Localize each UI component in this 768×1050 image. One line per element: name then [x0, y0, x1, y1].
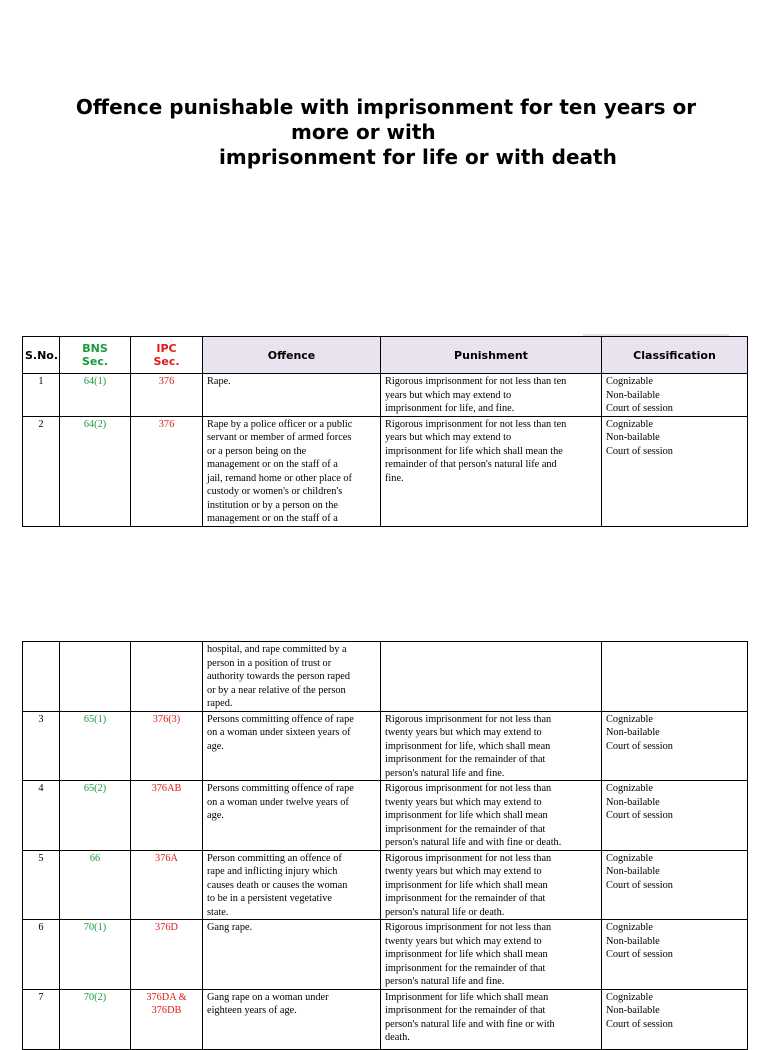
cell-offence-text: eighteen years of age. — [207, 1005, 297, 1016]
table-row — [23, 642, 748, 712]
cell-offence-text: Person committing an offence of — [207, 852, 342, 864]
table-row — [23, 374, 748, 417]
cell-offence-text: management or on the staff of a — [207, 513, 338, 524]
table-row — [23, 850, 748, 920]
cell-classification-text: Cognizable — [606, 376, 653, 387]
cell-punishment — [381, 374, 602, 417]
cell-sno-text: 1 — [38, 376, 44, 387]
cell-classification — [602, 642, 748, 712]
cell-punishment-text: fine. — [385, 472, 404, 484]
cell-sno — [23, 642, 60, 712]
cell-classification — [602, 374, 748, 417]
cell-classification — [602, 989, 748, 1049]
cell-punishment — [381, 920, 602, 990]
cell-bns-sec — [60, 920, 131, 990]
cell-bns-sec-text: 65(2) — [83, 783, 107, 794]
title-line-2: more or with — [291, 120, 436, 144]
offence-table-part-1 — [22, 336, 748, 527]
cell-offence-text: institution or by a person on the — [207, 499, 338, 511]
title-line-3: imprisonment for life or with death — [219, 145, 617, 169]
cell-classification — [602, 850, 748, 920]
cell-ipc-sec — [131, 920, 203, 990]
cell-classification-text: Non-bailable — [606, 796, 660, 808]
cell-ipc-sec-text: 376DA & — [146, 991, 187, 1003]
cell-ipc-sec-text: 376 — [158, 376, 175, 387]
cell-sno — [23, 374, 60, 417]
cell-offence-text: causes death or causes the woman — [207, 879, 348, 891]
cell-classification-text: Non-bailable — [606, 866, 660, 877]
cell-punishment-text: person's natural life and with fine or with — [385, 1018, 555, 1030]
cell-offence-text: or by a near relative of the person — [207, 684, 346, 696]
cell-offence-text: rape and inflicting injury which — [207, 866, 338, 877]
cell-classification-text: Non-bailable — [606, 389, 660, 401]
cell-offence-text: to be in a persistent vegetative — [207, 893, 332, 904]
cell-punishment-text: imprisonment for life which shall mean — [385, 949, 548, 960]
cell-classification-text: Court of session — [606, 740, 673, 752]
cell-sno — [23, 781, 60, 851]
cell-offence-text: Rape. — [207, 376, 231, 387]
cell-offence — [203, 920, 381, 990]
cell-punishment-text: person's natural life and fine. — [385, 976, 505, 987]
cell-punishment-text: imprisonment for life, which shall mean — [385, 740, 551, 752]
cell-ipc-sec-text: 376AB — [151, 783, 182, 794]
cell-offence-text: age. — [207, 740, 224, 752]
header-offence: Offence — [203, 337, 381, 374]
cell-classification — [602, 781, 748, 851]
cell-sno-text: 5 — [38, 852, 44, 864]
cell-sno — [23, 989, 60, 1049]
cell-sno — [23, 711, 60, 781]
cell-punishment-text: twenty years but which may extend to — [385, 796, 542, 808]
cell-classification-text: Court of session — [606, 445, 673, 457]
cell-offence — [203, 374, 381, 417]
cell-sno — [23, 416, 60, 526]
cell-punishment-text: imprisonment for the remainder of that — [385, 893, 546, 904]
cell-punishment-text: Rigorous imprisonment for not less than ten — [385, 418, 567, 430]
header-classification: Classification — [602, 337, 748, 374]
header-sno: S.No. — [23, 337, 60, 374]
table-row — [23, 920, 748, 990]
table-row — [23, 416, 748, 526]
cell-ipc-sec — [131, 374, 203, 417]
cell-ipc-sec-text: 376 — [158, 418, 175, 430]
cell-offence-text: on a woman under sixteen years of — [207, 727, 351, 738]
cell-punishment — [381, 711, 602, 781]
cell-classification-text: Cognizable — [606, 991, 653, 1003]
cell-punishment — [381, 850, 602, 920]
cell-sno — [23, 850, 60, 920]
cell-bns-sec — [60, 850, 131, 920]
cell-offence-text: servant or member of armed forces — [207, 432, 352, 443]
cell-punishment — [381, 642, 602, 712]
cell-ipc-sec — [131, 850, 203, 920]
offence-table-part-2 — [22, 641, 748, 1050]
cell-classification-text: Non-bailable — [606, 432, 660, 443]
table-row — [23, 989, 748, 1049]
cell-punishment — [381, 416, 602, 526]
header-bns-sec: BNS Sec. — [60, 337, 131, 374]
cell-punishment-text: imprisonment for life which shall mean the — [385, 445, 563, 457]
cell-punishment-text: person's natural life and with fine or death. — [385, 837, 562, 848]
cell-offence-text: hospital, and rape committed by a — [207, 644, 347, 655]
cell-ipc-sec — [131, 711, 203, 781]
cell-offence-text: Gang rape. — [207, 922, 253, 933]
cell-offence-text: jail, remand home or other place of — [207, 472, 352, 484]
cell-punishment-text: imprisonment for the remainder of that — [385, 962, 546, 974]
cell-offence-text: or a person being on the — [207, 445, 307, 457]
cell-sno-text: 4 — [38, 783, 44, 794]
cell-offence — [203, 989, 381, 1049]
cell-ipc-sec-text: 376A — [155, 852, 178, 864]
cell-bns-sec — [60, 374, 131, 417]
cell-bns-sec — [60, 416, 131, 526]
cell-classification-text: Cognizable — [606, 922, 653, 933]
cell-punishment-text: twenty years but which may extend to — [385, 935, 542, 947]
cell-bns-sec-text: 70(2) — [83, 991, 107, 1003]
cell-classification-text: Court of session — [606, 879, 673, 891]
cell-classification-text: Court of session — [606, 403, 673, 414]
cell-punishment-text: person's natural life and fine. — [385, 767, 505, 779]
table-row — [23, 711, 748, 781]
cell-offence-text: Rape by a police officer or a public — [207, 418, 353, 430]
cell-sno-text: 2 — [38, 418, 44, 430]
cell-bns-sec-text: 64(1) — [83, 376, 107, 387]
cell-punishment-text: Rigorous imprisonment for not less than — [385, 852, 552, 864]
title-line-1: Offence punishable with imprisonment for ten years or — [75, 95, 697, 119]
cell-punishment-text: Rigorous imprisonment for not less than — [385, 783, 552, 794]
cell-ipc-sec — [131, 781, 203, 851]
cell-offence-text: age. — [207, 810, 224, 821]
cell-punishment-text: imprisonment for life which shall mean — [385, 879, 548, 891]
cell-punishment-text: Rigorous imprisonment for not less than — [385, 922, 552, 933]
cell-offence-text: person in a position of trust or — [207, 657, 332, 669]
table-row — [23, 781, 748, 851]
cell-sno-text: 6 — [38, 922, 44, 933]
cell-ipc-sec-text: 376(3) — [152, 713, 181, 725]
cell-classification-text: Court of session — [606, 949, 673, 960]
cell-punishment-text: death. — [385, 1032, 410, 1043]
cell-punishment — [381, 989, 602, 1049]
cell-ipc-sec-text: 376DB — [151, 1005, 182, 1016]
cell-classification-text: Cognizable — [606, 852, 653, 864]
cell-classification-text: Cognizable — [606, 713, 653, 725]
cell-classification-text: Court of session — [606, 1018, 673, 1030]
cell-punishment — [381, 781, 602, 851]
cell-punishment-text: imprisonment for the remainder of that — [385, 1005, 546, 1016]
cell-classification — [602, 416, 748, 526]
cell-bns-sec — [60, 711, 131, 781]
cell-ipc-sec — [131, 642, 203, 712]
cell-ipc-sec — [131, 416, 203, 526]
cell-offence — [203, 850, 381, 920]
cell-classification-text: Non-bailable — [606, 1005, 660, 1016]
cell-punishment-text: years but which may extend to — [385, 389, 512, 401]
cell-offence-text: custody or women's or children's — [207, 486, 343, 497]
cell-bns-sec-text: 66 — [89, 852, 101, 864]
header-ipc-sec: IPC Sec. — [131, 337, 203, 374]
page-title — [0, 95, 768, 170]
cell-classification — [602, 920, 748, 990]
cell-punishment-text: imprisonment for life, and fine. — [385, 403, 515, 414]
cell-offence-text: authority towards the person raped — [207, 671, 350, 682]
cell-bns-sec-text: 65(1) — [83, 713, 107, 725]
cell-sno-text: 7 — [38, 991, 44, 1003]
cell-offence-text: management or on the staff of a — [207, 459, 338, 470]
cell-bns-sec-text: 64(2) — [83, 418, 107, 430]
cell-offence-text: Persons committing offence of rape — [207, 783, 354, 794]
cell-punishment-text: Rigorous imprisonment for not less than — [385, 713, 552, 725]
cell-punishment-text: remainder of that person's natural life and — [385, 459, 557, 470]
cell-offence-text: state. — [207, 906, 229, 918]
cell-punishment-text: Rigorous imprisonment for not less than ten — [385, 376, 567, 387]
cell-sno-text: 3 — [38, 713, 44, 725]
cell-offence — [203, 416, 381, 526]
cell-punishment-text: twenty years but which may extend to — [385, 727, 542, 738]
cell-offence-text: on a woman under twelve years of — [207, 796, 349, 808]
cell-bns-sec — [60, 642, 131, 712]
header-punishment: Punishment — [381, 337, 602, 374]
cell-bns-sec — [60, 989, 131, 1049]
cell-classification — [602, 711, 748, 781]
cell-offence — [203, 711, 381, 781]
cell-classification-text: Non-bailable — [606, 727, 660, 738]
cell-offence-text: Gang rape on a woman under — [207, 991, 329, 1003]
cell-punishment-text: person's natural life or death. — [385, 906, 505, 918]
cell-bns-sec — [60, 781, 131, 851]
table-header-row — [23, 337, 748, 374]
cell-offence-text: Persons committing offence of rape — [207, 713, 354, 725]
cell-classification-text: Cognizable — [606, 418, 653, 430]
cell-classification-text: Non-bailable — [606, 935, 660, 947]
cell-punishment-text: years but which may extend to — [385, 432, 512, 443]
cell-ipc-sec — [131, 989, 203, 1049]
cell-offence — [203, 781, 381, 851]
cell-punishment-text: twenty years but which may extend to — [385, 866, 542, 877]
cell-punishment-text: imprisonment for the remainder of that — [385, 823, 546, 835]
cell-punishment-text: imprisonment for the remainder of that — [385, 754, 546, 765]
cell-punishment-text: imprisonment for life which shall mean — [385, 810, 548, 821]
cell-ipc-sec-text: 376D — [155, 922, 178, 933]
cell-offence-text: raped. — [207, 698, 233, 709]
cell-offence — [203, 642, 381, 712]
cell-classification-text: Cognizable — [606, 783, 653, 794]
cell-punishment-text: Imprisonment for life which shall mean — [385, 991, 549, 1003]
cell-classification-text: Court of session — [606, 810, 673, 821]
cell-sno — [23, 920, 60, 990]
cell-bns-sec-text: 70(1) — [83, 922, 107, 933]
